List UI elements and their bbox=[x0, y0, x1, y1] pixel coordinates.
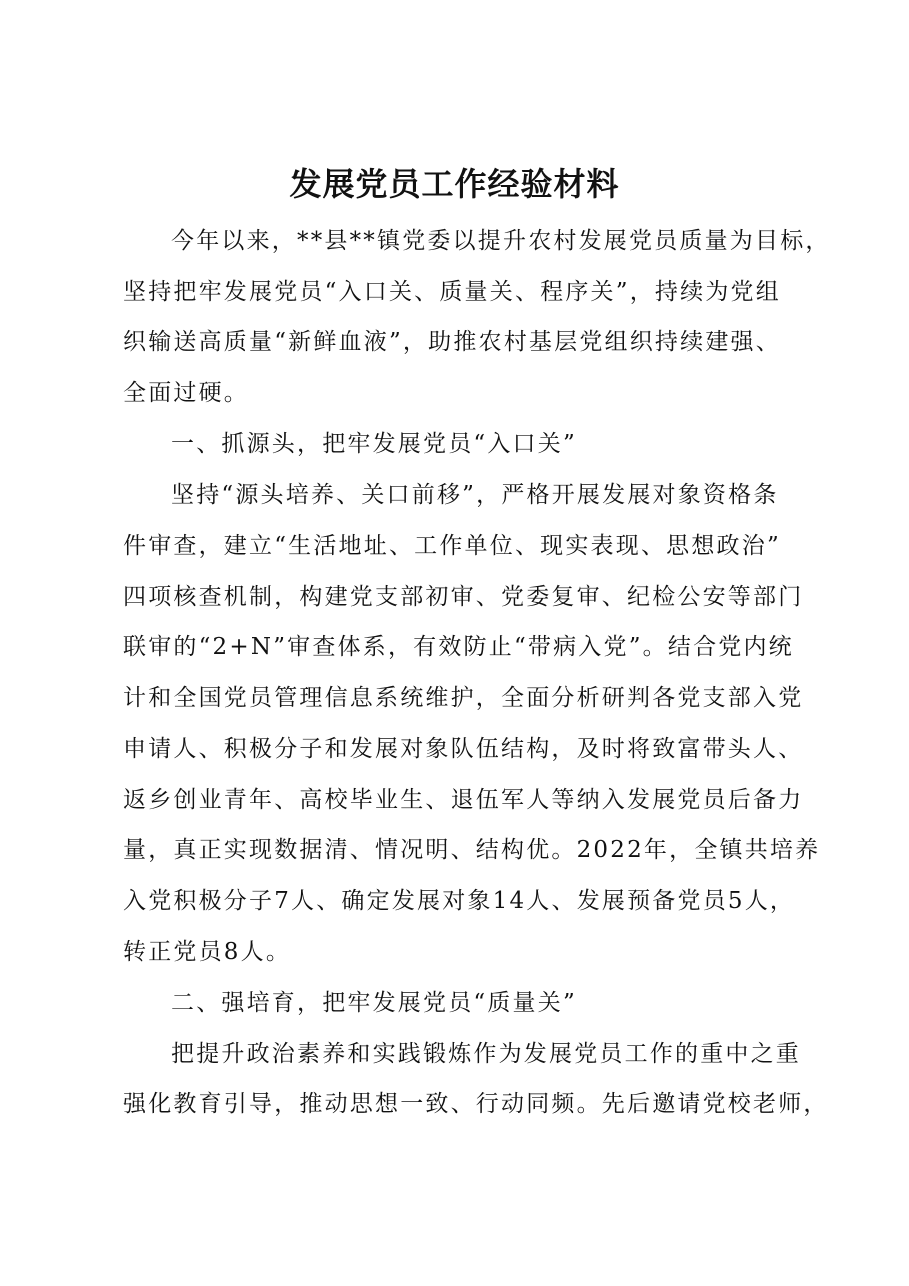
paragraph-intro-line-2: 坚持把牢发展党员“入口关、质量关、程序关”，持续为党组 bbox=[123, 279, 781, 305]
paragraph-section2-line-1: 把提升政治素养和实践锻炼作为发展党员工作的重中之重 bbox=[171, 1041, 801, 1067]
paragraph-section1-line-8: 量，真正实现数据清、情况明、结构优。2022年，全镇共培养 bbox=[123, 837, 821, 863]
paragraph-section1-line-3: 四项核查机制，构建党支部初审、党委复审、纪检公安等部门 bbox=[123, 584, 804, 610]
paragraph-section1-line-6: 申请人、积极分子和发展对象队伍结构，及时将致富带头人、 bbox=[123, 736, 804, 762]
document-title: 发展党员工作经验材料 bbox=[289, 165, 620, 203]
paragraph-section1-line-4: 联审的“2+N”审查体系，有效防止“带病入党”。结合党内统 bbox=[123, 634, 794, 660]
paragraph-intro-line-3: 织输送高质量“新鲜血液”，助推农村基层党组织持续建强、 bbox=[123, 329, 781, 355]
paragraph-intro-line-1: 今年以来，**县**镇党委以提升农村发展党员质量为目标， bbox=[171, 228, 831, 254]
paragraph-section1-line-1: 坚持“源头培养、关口前移”，严格开展发展对象资格条 bbox=[171, 482, 779, 508]
paragraph-section1-line-5: 计和全国党员管理信息系统维护，全面分析研判各党支部入党 bbox=[123, 685, 804, 711]
paragraph-section1-line-10: 转正党员8人。 bbox=[123, 939, 292, 965]
paragraph-intro-line-4: 全面过硬。 bbox=[123, 380, 249, 406]
paragraph-section1-line-9: 入党积极分子7人、确定发展对象14人、发展预备党员5人， bbox=[123, 888, 796, 914]
section-heading-1: 一、抓源头，把牢发展党员“入口关” bbox=[171, 431, 577, 457]
section-heading-2: 二、强培育，把牢发展党员“质量关” bbox=[171, 990, 577, 1016]
paragraph-section1-line-7: 返乡创业青年、高校毕业生、退伍军人等纳入发展党员后备力 bbox=[123, 787, 804, 813]
paragraph-section1-line-2: 件审查，建立“生活地址、工作单位、现实表现、思想政治” bbox=[123, 533, 781, 559]
paragraph-section2-line-2: 强化教育引导，推动思想一致、行动同频。先后邀请党校老师， bbox=[123, 1091, 829, 1117]
